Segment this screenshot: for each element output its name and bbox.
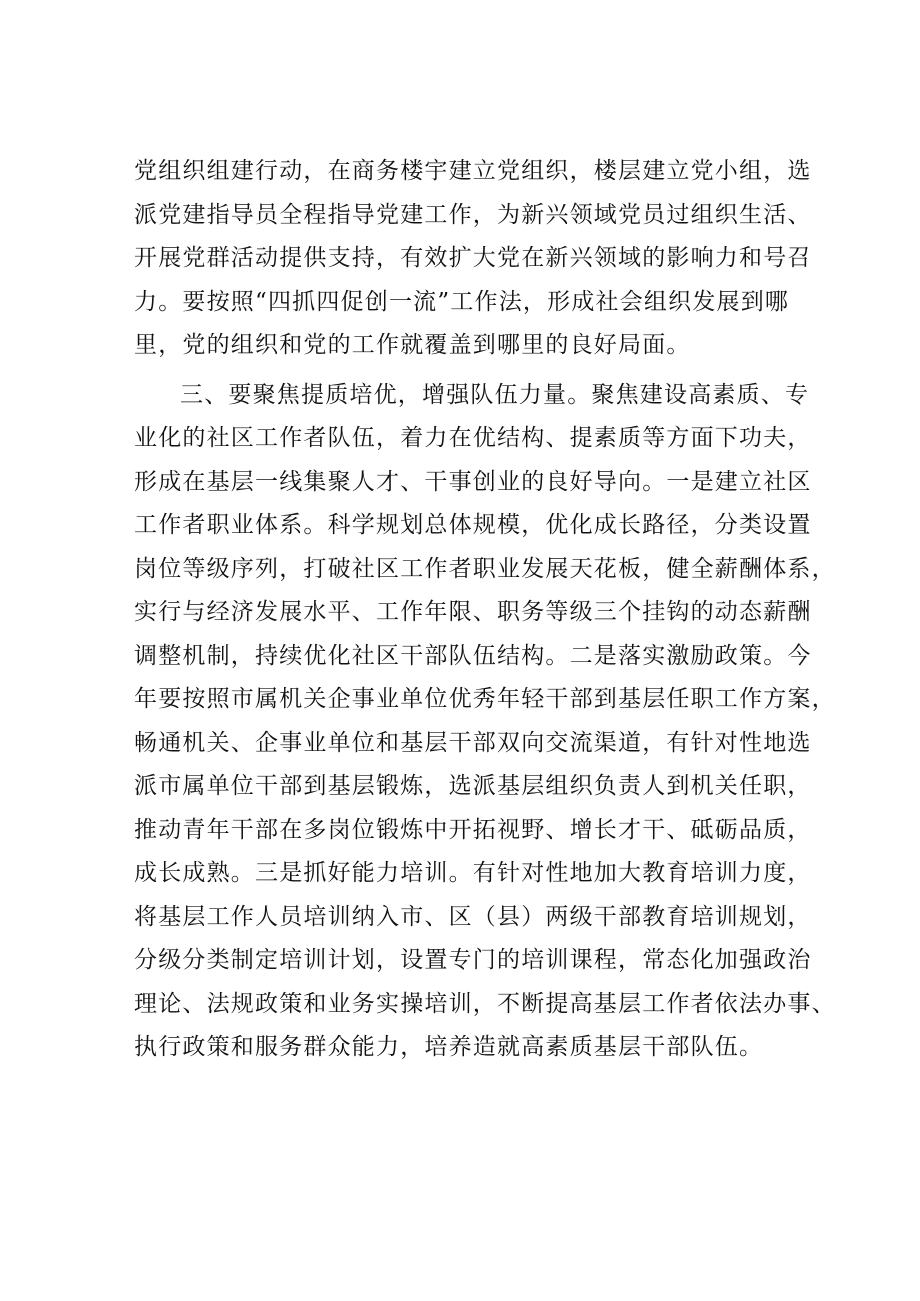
text-line: 里，党的组织和党的工作就覆盖到哪里的良好局面。 [134, 332, 691, 358]
text-line: 开展党群活动提供支持，有效扩大党在新兴领域的影响力和号召 [134, 245, 812, 271]
text-line: 实行与经济发展水平、工作年限、职务等级三个挂钩的动态薪酬 [134, 599, 812, 625]
text-line: 理论、法规政策和业务实操培训，不断提高基层工作者依法办事、 [134, 990, 836, 1017]
text-line: 党组织组建行动，在商务楼宇建立党组织，楼层建立党小组，选 [134, 158, 812, 184]
text-line: 工作者职业体系。科学规划总体规模，优化成长路径，分类设置 [134, 512, 812, 538]
text-line: 成长成熟。三是抓好能力培训。有针对性地加大教育培训力度， [134, 860, 812, 886]
section-heading-line: 三、要聚焦提质培优，增强队伍力量。聚焦建设高素质、专 [180, 381, 810, 408]
text-line: 派党建指导员全程指导党建工作，为新兴领域党员过组织生活、 [134, 201, 812, 228]
text-line: 业化的社区工作者队伍，着力在优结构、提素质等方面下功夫， [134, 425, 812, 451]
text-line: 执行政策和服务群众能力，培养造就高素质基层干部队伍。 [134, 1034, 764, 1060]
document-body [134, 150, 836, 1070]
text-line: 将基层工作人员培训纳入市、区（县）两级干部教育培训规划， [134, 903, 812, 930]
text-line: 调整机制，持续优化社区干部队伍结构。二是落实激励政策。今 [134, 642, 812, 669]
text-line: 派市属单位干部到基层锻炼，选派基层组织负责人到机关任职， [134, 773, 812, 799]
text-line: 分级分类制定培训计划，设置专门的培训课程，常态化加强政治 [134, 947, 812, 973]
text-line: 年要按照市属机关企事业单位优秀年轻干部到基层任职工作方案， [134, 686, 836, 712]
text-line: 力。要按照“四抓四促创一流”工作法，形成社会组织发展到哪 [134, 288, 790, 315]
text-line: 推动青年干部在多岗位锻炼中开拓视野、增长才干、砥砺品质， [134, 816, 812, 843]
text-line: 形成在基层一线集聚人才、干事创业的良好导向。一是建立社区 [134, 468, 812, 495]
text-line: 畅通机关、企事业单位和基层干部双向交流渠道，有针对性地选 [134, 729, 812, 756]
text-line: 岗位等级序列，打破社区工作者职业发展天花板，健全薪酬体系， [134, 555, 836, 582]
